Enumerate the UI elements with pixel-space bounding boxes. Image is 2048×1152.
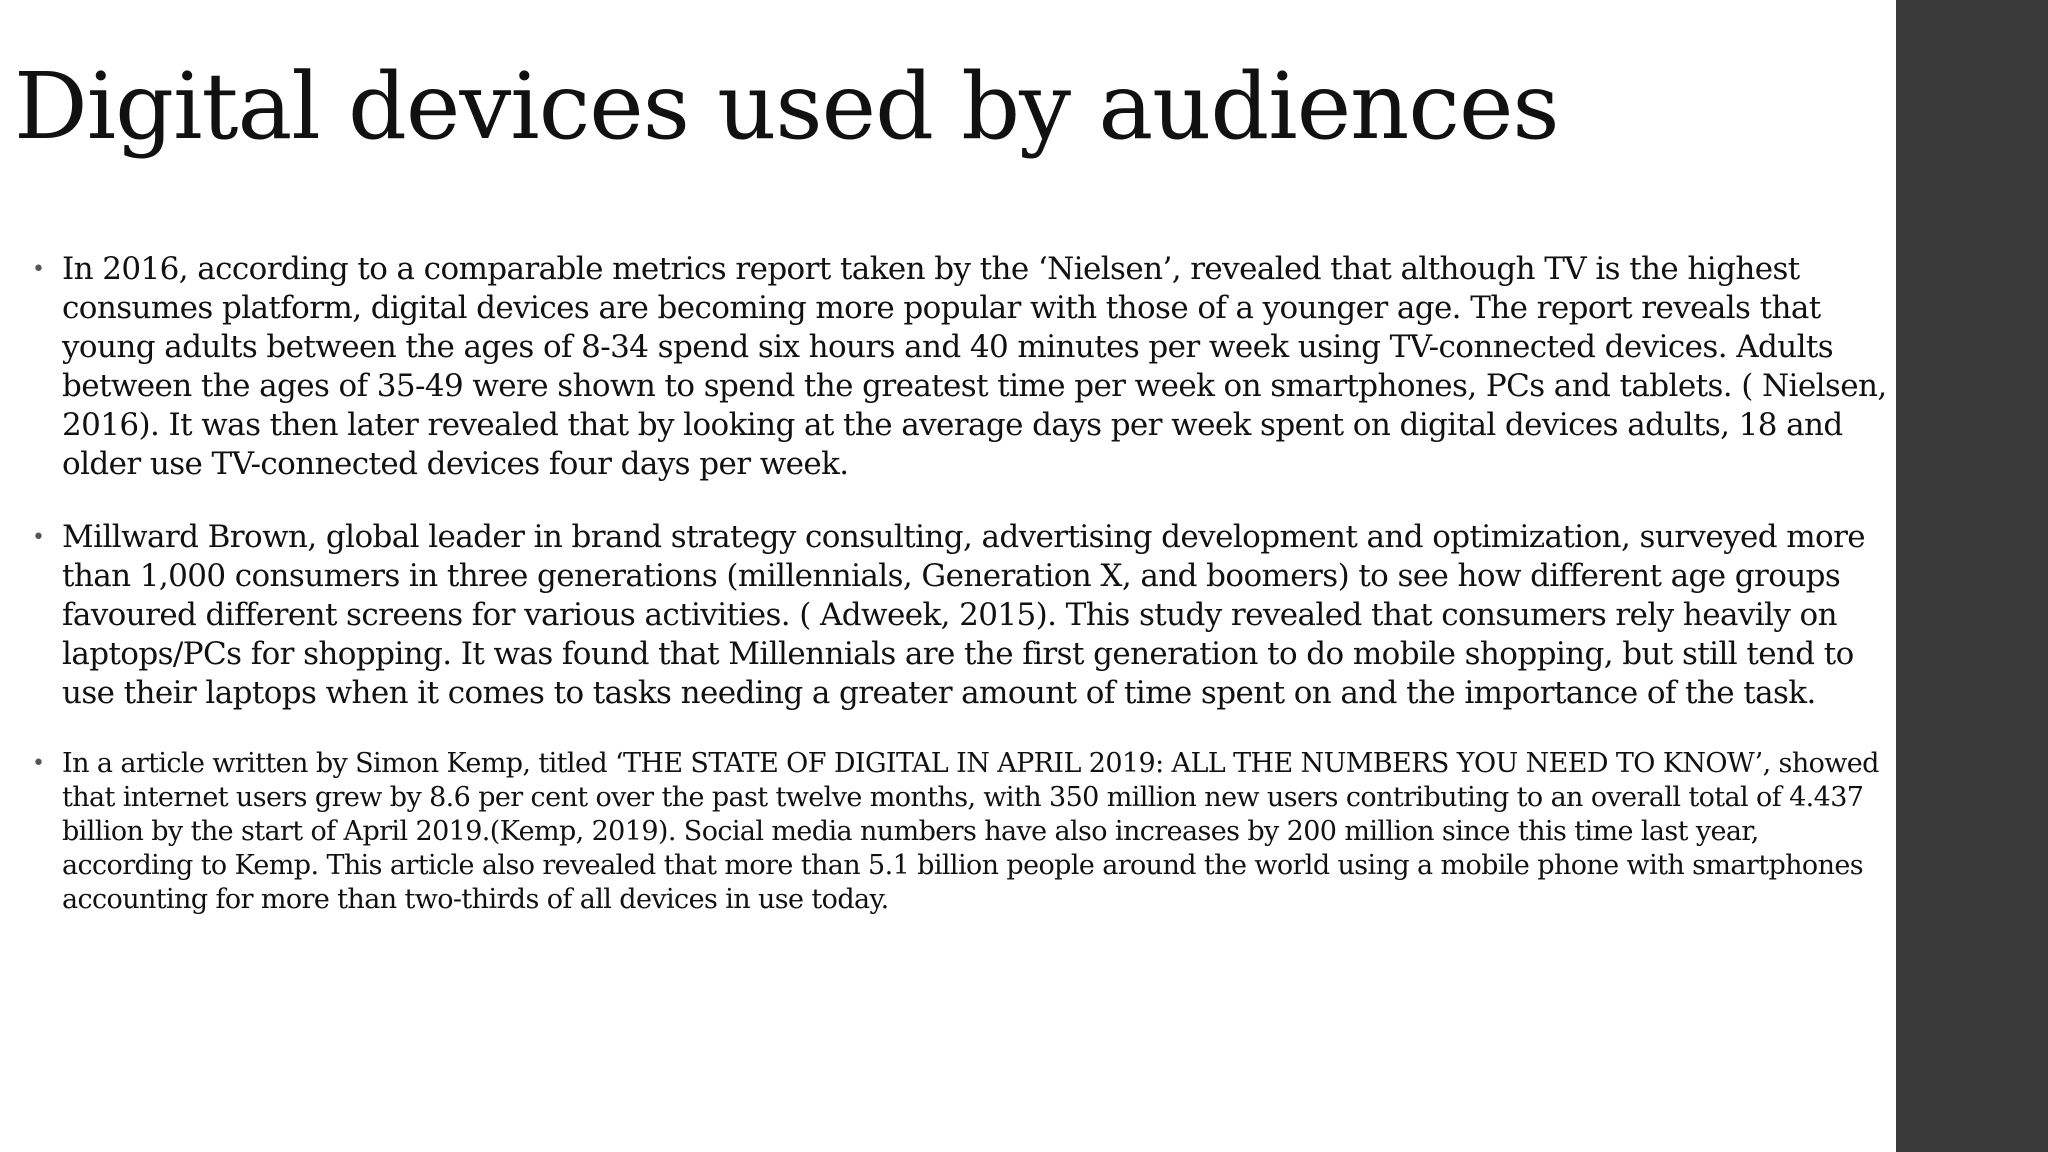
bullet-text: In 2016, according to a comparable metrics report taken by the ‘Nielsen’, revealed that although TV is the highest consumes platform, digital devices are becoming more popular with those of a younger age. The report reveals that young adults between the ages of 8-34 spend six hours and 40 minutes per week using TV-connected devices. Adults between the ages of 35-49 were shown to spend the greatest time per week on smartphones, PCs and tablets. ( Nielsen, 2016). It was then later revealed that by looking at the average days per week spent on digital devices adults, 18 and older use TV-connected devices four days per week. [62,251,1887,482]
bullet-text: Millward Brown, global leader in brand strategy consulting, advertising development and optimization, surveyed more than 1,000 consumers in three generations (millennials, Generation X, and boomers) to see how different age groups favoured different screens for various activities. ( Adweek, 2015). This study revealed that consumers rely heavily on laptops/PCs for shopping. It was found that Millennials are the first generation to do mobile shopping, but still tend to use their laptops when it comes to tasks needing a greater amount of time spent on and the importance of the task. [62,519,1866,711]
bullet-text: In a article written by Simon Kemp, titled ‘THE STATE OF DIGITAL IN APRIL 2019: ALL THE NUMBERS YOU NEED TO KNOW’, showed that internet users grew by 8.6 per cent over the past twelve months, with 350 million new users contributing to an overall total of 4.437 billion by the start of April 2019.(Kemp, 2019). Social media numbers have also increases by 200 million since this time last year, according to Kemp. This article also revealed that more than 5.1 billion people around the world using a mobile phone with smartphones accounting for more than two-thirds of all devices in use today. [62,748,1879,915]
side-band [1896,0,2048,1152]
slide-title: Digital devices used by audiences [14,53,1559,160]
bullet-item-nielsen [22,250,1892,484]
bullet-item-millward-brown [22,518,1892,713]
bullet-dot-icon: • [32,257,45,282]
bullet-item-kemp [22,747,1892,917]
bullet-list [22,250,1892,951]
bullet-dot-icon: • [32,525,45,550]
bullet-dot-icon: • [32,751,45,776]
